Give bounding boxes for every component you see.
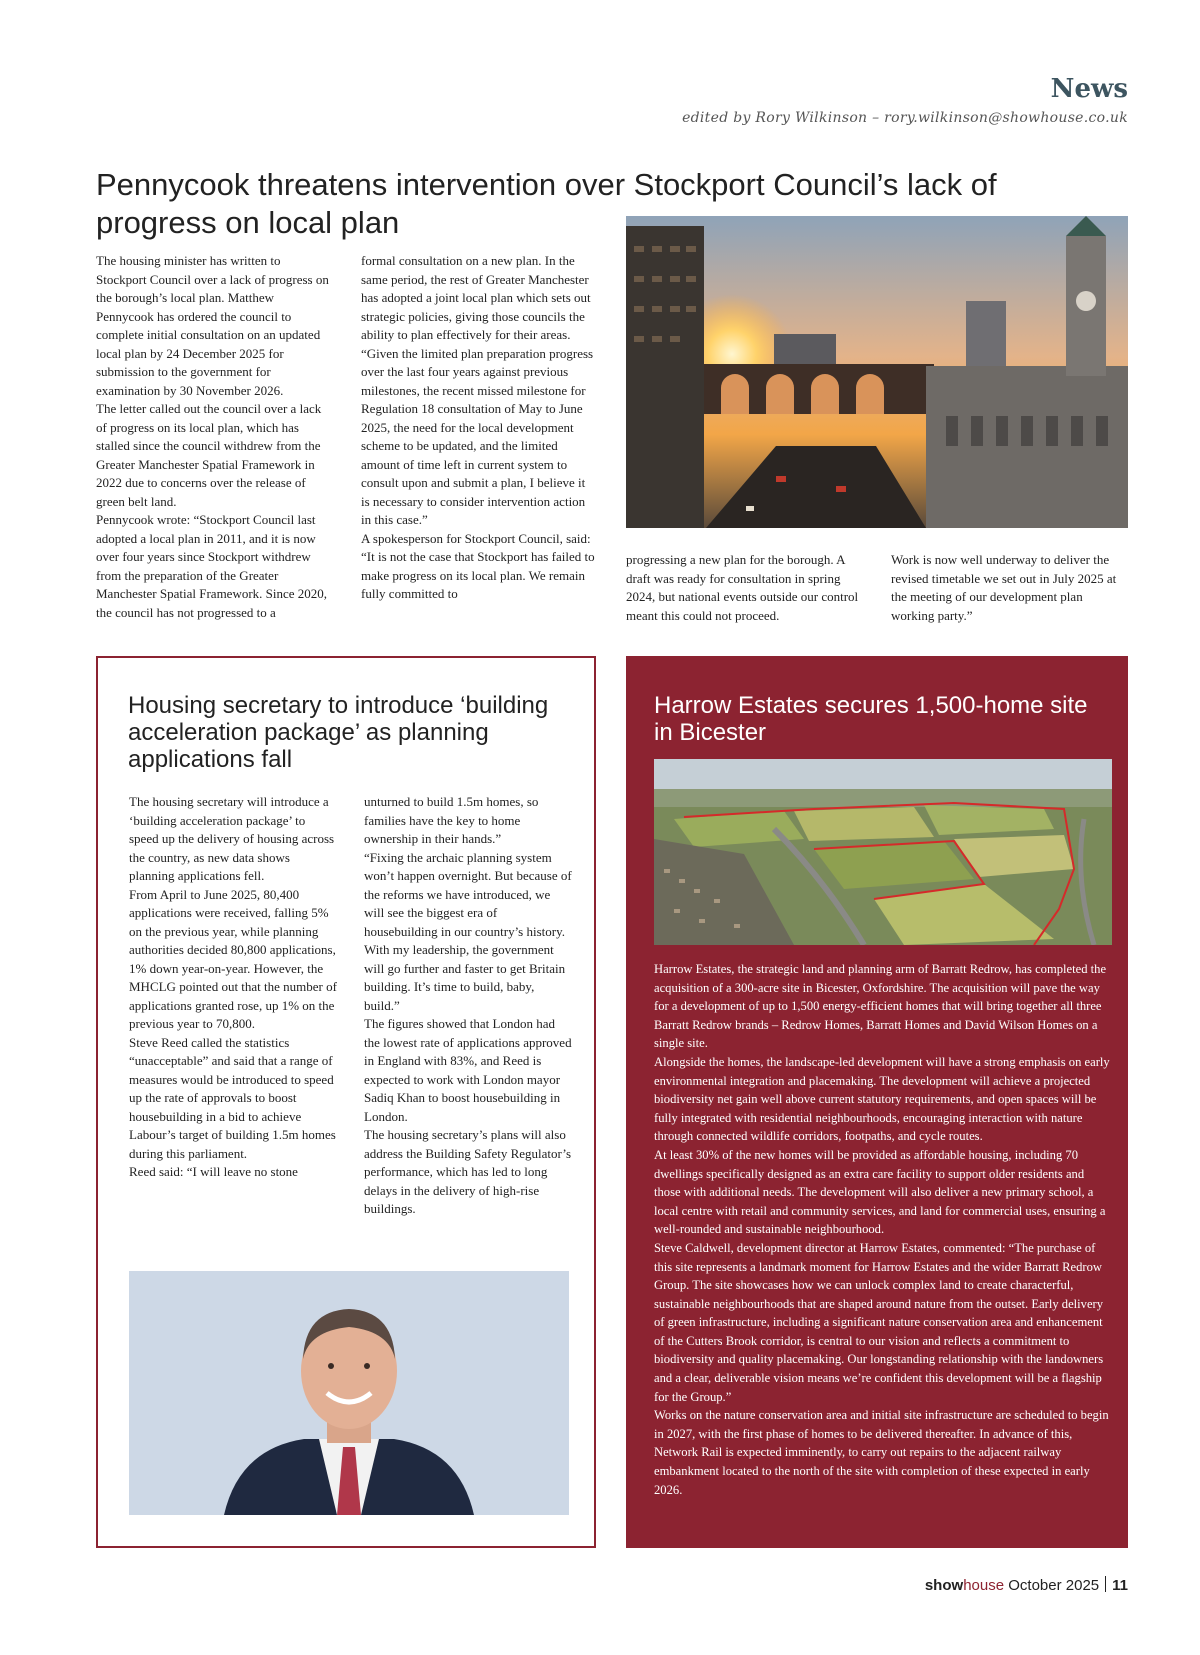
steve-reed-portrait: [129, 1271, 569, 1515]
paragraph: Harrow Estates, the strategic land and planning arm of Barratt Redrow, has completed the acquisition of a 300-acre site in Bicester, Oxfordshire. The acquisition will pave the way for a development of up to 1,500 energy-efficient homes that will bring together all three Barratt Redrow brands – Redrow Homes, Barratt Homes and David Wilson Homes on a single site.: [654, 962, 1107, 1051]
section-label: News: [1050, 74, 1128, 104]
lead-column-2: [361, 252, 597, 604]
paragraph: formal consultation on a new plan. In the same period, the rest of Greater Manchester has adopted a joint local plan which sets out strategic policies, giving those councils the ability to plan effectively for their areas.: [361, 253, 591, 342]
harrow-body: [654, 960, 1112, 1499]
paragraph: Reed said: “I will leave no stone: [129, 1164, 298, 1179]
paragraph: Steve Reed called the statistics “unacceptable” and said that a range of measures would be introduced to speed up the rate of approvals to boost housebuilding in a bid to achieve Labour’s target of building 1.5m homes during this parliament.: [129, 1034, 336, 1161]
paragraph: “Given the limited plan preparation progress over the last four years against previous milestones, the recent missed milestone for Regulation 18 consultation of May to June 2025, the need for the local development scheme to be updated, and the limited amount of time left in current system to consult upon and submit a plan, I believe it is necessary to consider intervention action in this case.”: [361, 345, 594, 527]
editor-byline: edited by Rory Wilkinson – rory.wilkinson@showhouse.co.uk: [682, 110, 1128, 126]
stockport-sunset-photo: [626, 216, 1128, 528]
housing-headline: Housing secretary to introduce ‘building acceleration package’ as planning applications fall: [128, 692, 549, 773]
bicester-aerial-photo: [654, 759, 1112, 945]
paragraph: The letter called out the council over a lack of progress on its local plan, which has stalled since the council withdrew from the Greater Manchester Spatial Framework in 2022 due to concerns over the release of green belt land.: [96, 401, 322, 509]
paragraph: Pennycook wrote: “Stockport Council last adopted a local plan in 2011, and it is now over four years since Stockport withdrew from the preparation of the Greater Manchester Spatial Framework. Since 2020, the council has not progressed to a: [96, 512, 328, 620]
paragraph: Work is now well underway to deliver the revised timetable we set out in July 2025 at the meeting of our development plan working party.”: [891, 552, 1117, 623]
housing-column-1: [129, 793, 337, 1182]
paragraph: Alongside the homes, the landscape-led development will have a strong emphasis on early environmental integration and placemaking. The development will achieve a projected biodiversity net gain well above current statutory requirements, and open spaces will be fully integrated with residential neighbourhoods, encouraging interaction with nature through connected wildlife corridors, footpaths, and cycle routes.: [654, 1054, 1110, 1144]
issue-date: October 2025: [1008, 1577, 1100, 1594]
paragraph: Steve Caldwell, development director at Harrow Estates, commented: “The purchase of this site represents a landmark moment for Harrow Estates and the wider Barratt Redrow Group. The site showcases how we can unlock complex land to create characterful, sustainable neighbourhoods that are shaped around nature from the outset. Early delivery of green infrastructure, including a significant nature conservation area and enhancement of the Cutters Brook corridor, is central to our vision and reflects a commitment to biodiversity and quality placemaking. Our longstanding relationship with the landowners and a clear, deliverable vision means we’re confident this development will be a flagship for the Group.”: [654, 1240, 1104, 1404]
paragraph: Works on the nature conservation area and initial site infrastructure are scheduled to begin in 2027, with the first phase of homes to be delivered thereafter. In advance of this, Network Rail is expected imminently, to carry out repairs to the adjacent railway embankment located to the north of the site with completion of these expected in early 2026.: [654, 1408, 1109, 1497]
lead-column-1: [96, 252, 332, 622]
paragraph: A spokesperson for Stockport Council, said: “It is not the case that Stockport has failed to make progress on its local plan. We remain fully committed to: [361, 530, 595, 601]
paragraph: The figures showed that London had the lowest rate of applications approved in England with 83%, and Reed is expected to work with London mayor Sadiq Khan to boost housebuilding in London.: [364, 1016, 572, 1124]
lead-column-3: [626, 551, 862, 625]
brand-wordmark-house: house: [963, 1577, 1005, 1594]
paragraph: The housing secretary will introduce a ‘building acceleration package’ to speed up the delivery of housing across the country, as new data shows planning applications fell.: [129, 794, 335, 883]
paragraph: unturned to build 1.5m homes, so families have the key to home ownership in their hands.”: [364, 794, 539, 846]
page-footer: [925, 1576, 1128, 1594]
lead-column-4: [891, 551, 1127, 625]
paragraph: The housing secretary’s plans will also address the Building Safety Regulator’s performance, which has led to long delays in the delivery of high-rise buildings.: [364, 1127, 572, 1216]
paragraph: progressing a new plan for the borough. A draft was ready for consultation in spring 2024, but national events outside our control meant this could not proceed.: [626, 552, 859, 623]
housing-column-2: [364, 793, 572, 1219]
lead-headline: Pennycook threatens intervention over Stockport Council’s lack of progress on local plan: [96, 167, 997, 240]
paragraph: At least 30% of the new homes will be provided as affordable housing, including 70 dwellings specifically designed as an extra care facility to support older residents and those with additional needs. The development will also deliver a new primary school, a local centre with retail and community services, and land for commercial uses, ensuring a well-rounded and sustainable neighbourhood.: [654, 1147, 1106, 1237]
page-number: 11: [1112, 1577, 1128, 1594]
paragraph: “Fixing the archaic planning system won’t happen overnight. But because of the reforms we have introduced, we will see the biggest era of housebuilding in our country’s history. With my leadership, the government will go further and faster to get Britain building. It’s time to build, baby, build.”: [364, 849, 572, 1013]
footer-divider: [1105, 1576, 1106, 1592]
brand-wordmark-show: show: [924, 1577, 964, 1594]
harrow-headline: Harrow Estates secures 1,500-home site in Bicester: [654, 692, 1088, 746]
paragraph: The housing minister has written to Stockport Council over a lack of progress on the borough’s local plan. Matthew Pennycook has ordered the council to complete initial consultation on an updated local plan by 24 December 2025 for submission to the government for examination by 30 November 2026.: [96, 253, 329, 398]
paragraph: From April to June 2025, 80,400 applications were received, falling 5% on the previous year, while planning authorities decided 80,800 applications, 1% down year-on-year. However, the MHCLG pointed out that the number of applications granted rose, up 1% on the previous year to 70,800.: [129, 886, 337, 1031]
